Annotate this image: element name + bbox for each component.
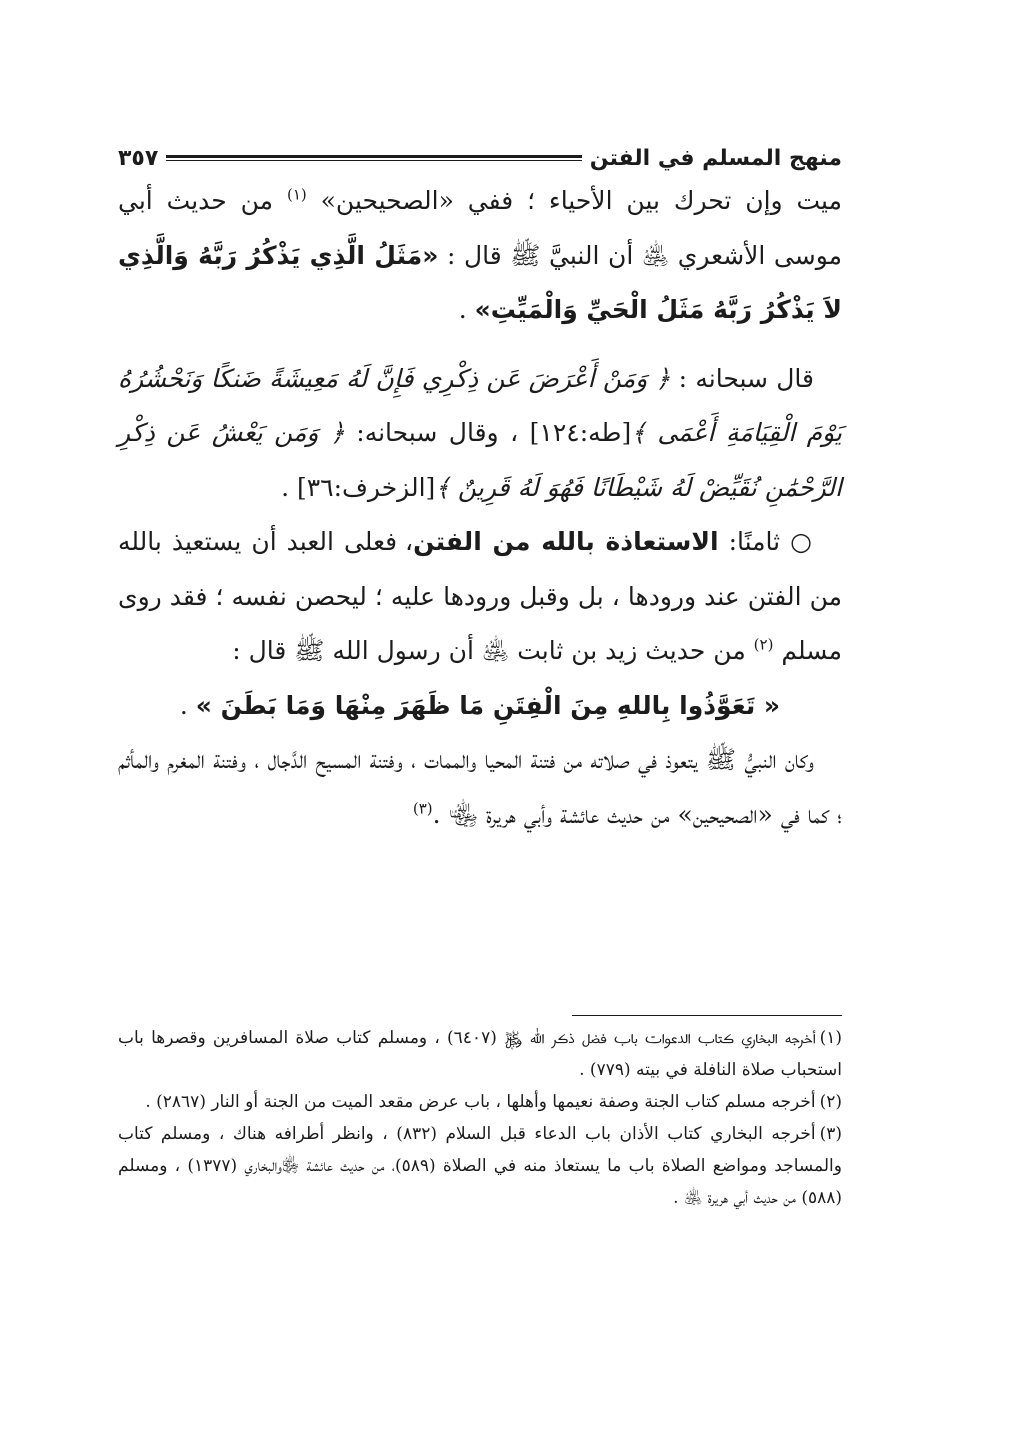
main-text [118,174,842,842]
footnote-text: أخرجه البخاري كتاب الأذان باب الدعاء قبل السلام (٨٣٢) ، وانظر أطرافه هناك ، ومسلم كتاب والمساجد ومواضع الصلاة باب ما يستعاذ منه في الصلاة (٥٨٩)، من حديث عائشة ﵂والبخاري (١٣٧٧) ، ومسلم (٥٨٨) من حديث أبي هريرة ﵁ . [118,1124,842,1208]
p2-text-a: قال سبحانه : [670,363,814,393]
footnote-3 [118,1118,842,1214]
header-rule [166,155,581,161]
quran-verse-2: ﴿ وَمَن يَعْشُ عَن ذِكْرِ الرَّحْمَٰنِ نُقَيِّضْ لَهُ شَيْطَانًا فَهُوَ لَهُ قَرِينٌ ﴾ [118,418,842,502]
footnote-text: أخرجه مسلم كتاب الجنة وصفة نعيمها وأهلها ، باب عرض مقعد الميت من الجنة أو النار (٢٨٦٧) . [145,1092,816,1112]
verse-ref-2: [الزخرف:٣٦] [296,472,436,502]
footnote-number: (٢) [819,1092,842,1112]
footnote-separator [572,1015,842,1016]
p3-text-a: ثامنًا: [718,527,791,556]
page-header [118,140,842,176]
p3-text-c: من حديث زيد بن ثابت ﵁ أن رسول الله ﷺ قال : [232,636,754,665]
footnote-ref-2: (٢) [753,635,774,654]
paragraph-1 [118,174,842,338]
hadith-quote-2: « تَعَوَّذُوا بِاللهِ مِنَ الْفِتَنِ مَا ظَهَرَ مِنْهَا وَمَا بَطَنَ » [195,690,781,720]
p1-text-b: من حديث أبي موسى الأشعري ﵁ أن النبيَّ ﷺ قال : [118,186,843,270]
p1-text-a: ميت وإن تحرك بين الأحياء ؛ ففي «الصحيحين» [306,186,842,215]
p4-end: . [179,690,196,720]
paragraph-gap [118,338,842,352]
footnote-2 [118,1086,842,1118]
running-title: منهج المسلم في الفتن [589,145,842,171]
p2-text-b: ، وقال سبحانه: [344,418,530,447]
paragraph-2 [118,352,842,516]
bullet-icon: ○ [790,527,814,556]
verse-ref-1: [طه:١٢٤] [529,418,632,447]
section-heading: الاستعاذة بالله من الفتن [413,527,719,556]
p1-end: . [458,295,475,324]
paragraph-5 [118,733,842,842]
p2-end: . [281,472,297,502]
quran-verse-1: ﴿ وَمَنْ أَعْرَضَ عَن ذِكْرِي فَإِنَّ لَهُ مَعِيشَةً ضَنكًا وَنَحْشُرُهُ يَوْمَ الْقِيَامَةِ أَعْمَى ﴾ [118,363,842,447]
footnote-ref-1: (١) [286,185,307,204]
paragraph-4 [118,679,842,734]
footnotes [118,1022,842,1214]
footnote-text: أخرجه البخاري كتاب الدعوات باب فضل ذكر الله ﷿ (٦٤٠٧) ، ومسلم كتاب صلاة المسافرين وقصرها باب استحباب صلاة النافلة في بيته (٧٧٩) . [118,1028,842,1080]
page-number: ٣٥٧ [118,145,159,171]
paragraph-3 [118,515,842,679]
footnote-1 [118,1022,842,1086]
p5-text-a: وكان النبيُّ ﷺ يتعوذ في صلاته من فتنة المحيا والممات ، وفتنة المسيح الدَّجال ، وفتنة المغرم والمأثم ؛ كما في «الصحيحين» من حديث عائشة وأبي هريرة ﵄ . [118,745,842,829]
hadith-quote-1: «مَثَلُ الَّذِي يَذْكُرُ رَبَّهُ وَالَّذِي لاَ يَذْكُرُ رَبَّهُ مَثَلُ الْحَيِّ وَالْمَيِّتِ» [118,240,842,324]
p3-text-b: ، فعلى العبد أن يستعيذ بالله من الفتن عند ورودها ، بل وقبل ورودها عليه ؛ ليحصن نفسه ؛ فقد روى مسلم [118,527,842,665]
footnote-ref-3: (٣) [412,799,433,818]
footnote-number: (١) [819,1028,842,1048]
footnote-number: (٣) [819,1124,842,1144]
